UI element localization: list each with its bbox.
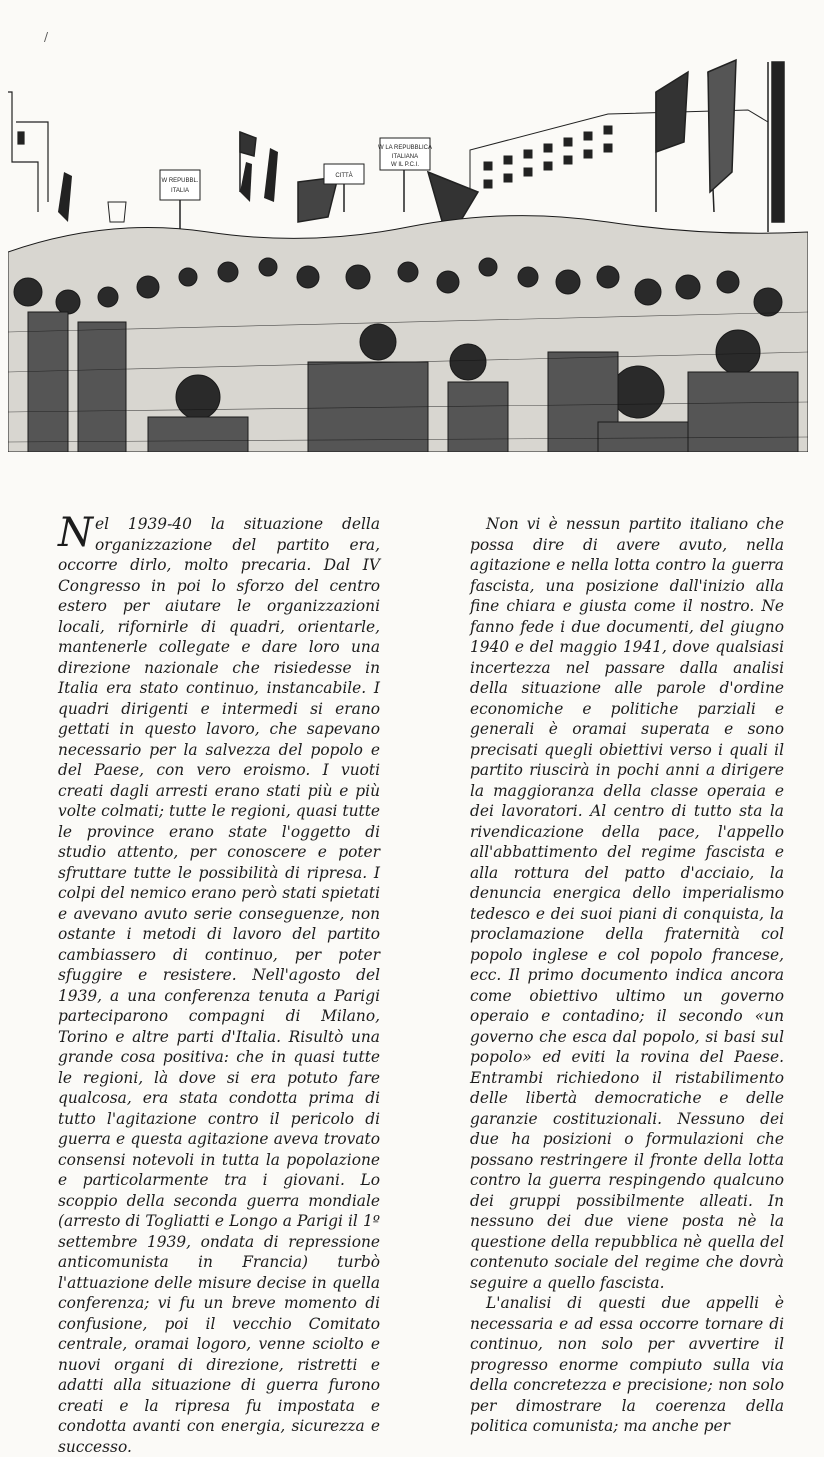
crowd-illustration [8, 52, 808, 452]
svg-text:W IL P.C.I.: W IL P.C.I. [390, 162, 420, 168]
right-paragraph-1: Non vi è nessun partito italiano che possa dire di avere avuto, nella agitazione e nella lotta contro la guerra fascista, una posizione dall'inizio alla fine chiara e giusta come il nostro. Ne fanno fede i due documenti, del giugno 1940 e del maggio 1941, dove qualsiasi incertezza nel passare dalla analisi della situazione alle parole d'ordine economiche e politiche parziali e generali è oramai superata e sono precisati quegli obiettivi verso i quali il partito riuscirà in pochi anni a dirigere la maggioranza della classe operaia e dei lavoratori. Al centro di tutto sta la rivendicazione della pace, l'appello all'abbattimento del regime fascista e alla rottura del patto d'acciaio, la denuncia energica dello imperialismo tedesco e dei suoi piani di conquista, la proclamazione della fraternità col popolo inglese e col popolo francese, ecc. Il primo documento indica ancora come obiettivo ultimo un governo operaio e contadino; il secondo «un governo che esca dal popolo, si basi sul popolo» ed eviti la rovina del Paese. Entrambi richiedono il ristabilimento delle libertà democratiche e delle garanzie costituzionali. Nessuno dei due ha posizioni o formulazioni che possano restringere il fronte della lotta contro la guerra respingendo qualcuno dei gruppi possibilmente alleati. In nessuno dei due viene posta nè la questione della repubblica nè quella del contenuto sociale del regime che dovrà seguire a quello fascista. [470, 515, 784, 1292]
svg-text:ITALIA: ITALIA [171, 188, 189, 194]
svg-text:ITALIANA: ITALIANA [391, 154, 419, 160]
svg-text:W REPUBBL.: W REPUBBL. [161, 178, 199, 184]
right-column [470, 514, 784, 1437]
page-mark: / [44, 30, 49, 44]
left-text: el 1939-40 la situazione della organizzazione del partito era, occorre dirlo, molto precaria. Dal IV Congresso in poi lo sforzo del centro estero per aiutare le organizzazioni locali, rifornirle di quadri, orientarle, mantenerle collegate e dare loro una direzione nazionale che risiedesse in Italia era stato continuo, instancabile. I quadri dirigenti e intermedi si erano gettati in questo lavoro, che sapevano necessario per la salvezza del popolo e del Paese, con vero eroismo. I vuoti creati dagli arresti erano stati più e più volte colmati; tutte le regioni, quasi tutte le province erano state l'oggetto di studio attento, per conoscere e poter sfruttare tutte le possibilità di ripresa. I colpi del nemico erano però stati spietati e avevano avuto serie conseguenze, non ostante i metodi di lavoro del partito cambiassero di continuo, per poter sfuggire e resistere. Nell'agosto del 1939, a una conferenza tenuta a Parigi parteciparono compagni di Milano, Torino e altre parti d'Italia. Risultò una grande cosa positiva: che in quasi tutte le regioni, là dove si era potuto fare qualcosa, era stata condotta prima di tutto l'agitazione contro il pericolo di guerra e questa agitazione aveva trovato consensi notevoli in tutta la popolazione e particolarmente tra i giovani. Lo scoppio della seconda guerra mondiale (arresto di Togliatti e Longo a Parigi il 1º settembre 1939, ondata di repressione anticomunista in Francia) turbò l'attuazione delle misure decise in quella conferenza; vi fu un breve momento di confusione, poi il vecchio Comitato centrale, oramai logoro, venne sciolto e nuovi organi di direzione, ristretti e adatti alla situazione di guerra furono creati e la ripresa fu impostata e condotta avanti con energia, sicurezza e successo. [58, 515, 380, 1456]
svg-text:W LA REPUBBLICA: W LA REPUBBLICA [377, 145, 433, 151]
svg-text:CITTÀ: CITTÀ [335, 173, 353, 179]
right-paragraph-2: L'analisi di questi due appelli è necessaria e ad essa occorre tornare di continuo, non solo per avvertire il progresso enorme compiuto sulla via della concretezza e precisione; non solo per dimostrare la coerenza della politica comunista; ma anche per [470, 1294, 784, 1435]
drop-cap: N [58, 510, 93, 556]
left-paragraph [58, 510, 380, 1457]
crowd [8, 216, 808, 452]
left-column [58, 510, 380, 1457]
